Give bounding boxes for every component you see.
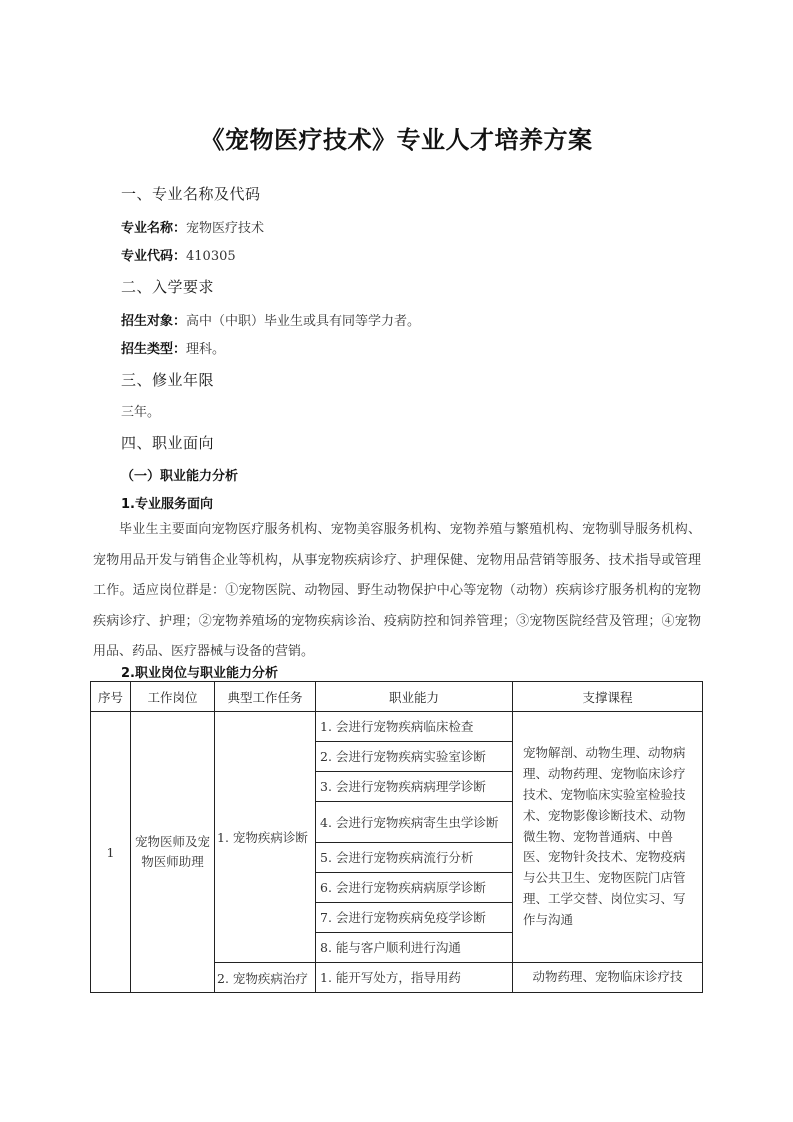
- major-name-value: 宠物医疗技术: [186, 221, 265, 236]
- enroll-target-line: [121, 310, 420, 329]
- enroll-type-line: [121, 338, 225, 357]
- subheading-post-ability: 2.职业岗位与职业能力分析: [121, 666, 278, 681]
- duration-value: 三年。: [121, 405, 161, 420]
- ability-cell: 3. 会进行宠物疾病病理学诊断: [316, 772, 513, 802]
- course-cell: 动物药理、宠物临床诊疗技: [513, 963, 703, 993]
- subheading-ability-analysis: （一）职业能力分析: [121, 469, 239, 484]
- table-header-row: [91, 682, 703, 712]
- page-title: 《宠物医疗技术》专业人才培养方案: [200, 125, 593, 154]
- ability-cell: 1. 会进行宠物疾病临床检查: [316, 712, 513, 742]
- row-post: 宠物医师及宠物医师助理: [131, 712, 215, 993]
- ability-cell: 5. 会进行宠物疾病流行分析: [316, 843, 513, 873]
- section-heading-duration: 三、修业年限: [121, 371, 215, 389]
- ability-cell: 8. 能与客户顺利进行沟通: [316, 933, 513, 963]
- ability-cell: 6. 会进行宠物疾病病原学诊断: [316, 873, 513, 903]
- header-course: 支撑课程: [513, 682, 703, 712]
- table-row: [91, 712, 703, 742]
- post-ability-table: [90, 681, 703, 993]
- row-task: 1. 宠物疾病诊断: [215, 712, 316, 963]
- major-code-value: 410305: [186, 249, 236, 264]
- service-orientation-paragraph: 毕业生主要面向宠物医疗服务机构、宠物美容服务机构、宠物养殖与繁殖机构、宠物驯导服务机构、宠物用品开发与销售企业等机构，从事宠物疾病诊疗、护理保健、宠物用品营销等服务、技术指导或管理工作。适应岗位群是：①宠物医院、动物园、野生动物保护中心等宠物（动物）疾病诊疗服务机构的宠物疾病诊疗、护理；②宠物养殖场的宠物疾病诊治、疫病防控和饲养管理；③宠物医院经营及管理；④宠物用品、药品、医疗器械与设备的营销。: [93, 522, 701, 659]
- subheading-service-orientation: 1.专业服务面向: [121, 497, 213, 512]
- enroll-target-label: 招生对象：: [121, 314, 187, 329]
- ability-cell: 2. 会进行宠物疾病实验室诊断: [316, 742, 513, 772]
- header-post: 工作岗位: [131, 682, 215, 712]
- ability-cell: 7. 会进行宠物疾病免疫学诊断: [316, 903, 513, 933]
- enroll-target-value: 高中（中职）毕业生或具有同等学力者。: [186, 314, 421, 329]
- major-name-label: 专业名称：: [121, 221, 187, 236]
- course-cell: 宠物解剖、动物生理、动物病理、动物药理、宠物临床诊疗技术、宠物临床实验室检验技术、宠物影像诊断技术、动物微生物、宠物普通病、中兽医、宠物针灸技术、宠物疫病与公共卫生、宠物医院门店管理、工学交替、岗位实习、写作与沟通: [513, 712, 703, 963]
- section-heading-career: 四、职业面向: [121, 434, 215, 452]
- header-ability: 职业能力: [316, 682, 513, 712]
- row-task: 2. 宠物疾病治疗: [215, 963, 316, 993]
- major-name-line: [121, 217, 264, 236]
- section-heading-admission: 二、入学要求: [121, 278, 215, 296]
- section-heading-major: 一、专业名称及代码: [121, 185, 261, 203]
- header-index: 序号: [91, 682, 131, 712]
- ability-cell: 1. 能开写处方，指导用药: [316, 963, 513, 993]
- header-task: 典型工作任务: [215, 682, 316, 712]
- enroll-type-label: 招生类型：: [121, 342, 187, 357]
- major-code-line: [121, 245, 236, 264]
- row-index: 1: [91, 712, 131, 993]
- ability-cell: 4. 会进行宠物疾病寄生虫学诊断: [316, 802, 513, 843]
- enroll-type-value: 理科。: [186, 342, 226, 357]
- major-code-label: 专业代码：: [121, 249, 187, 264]
